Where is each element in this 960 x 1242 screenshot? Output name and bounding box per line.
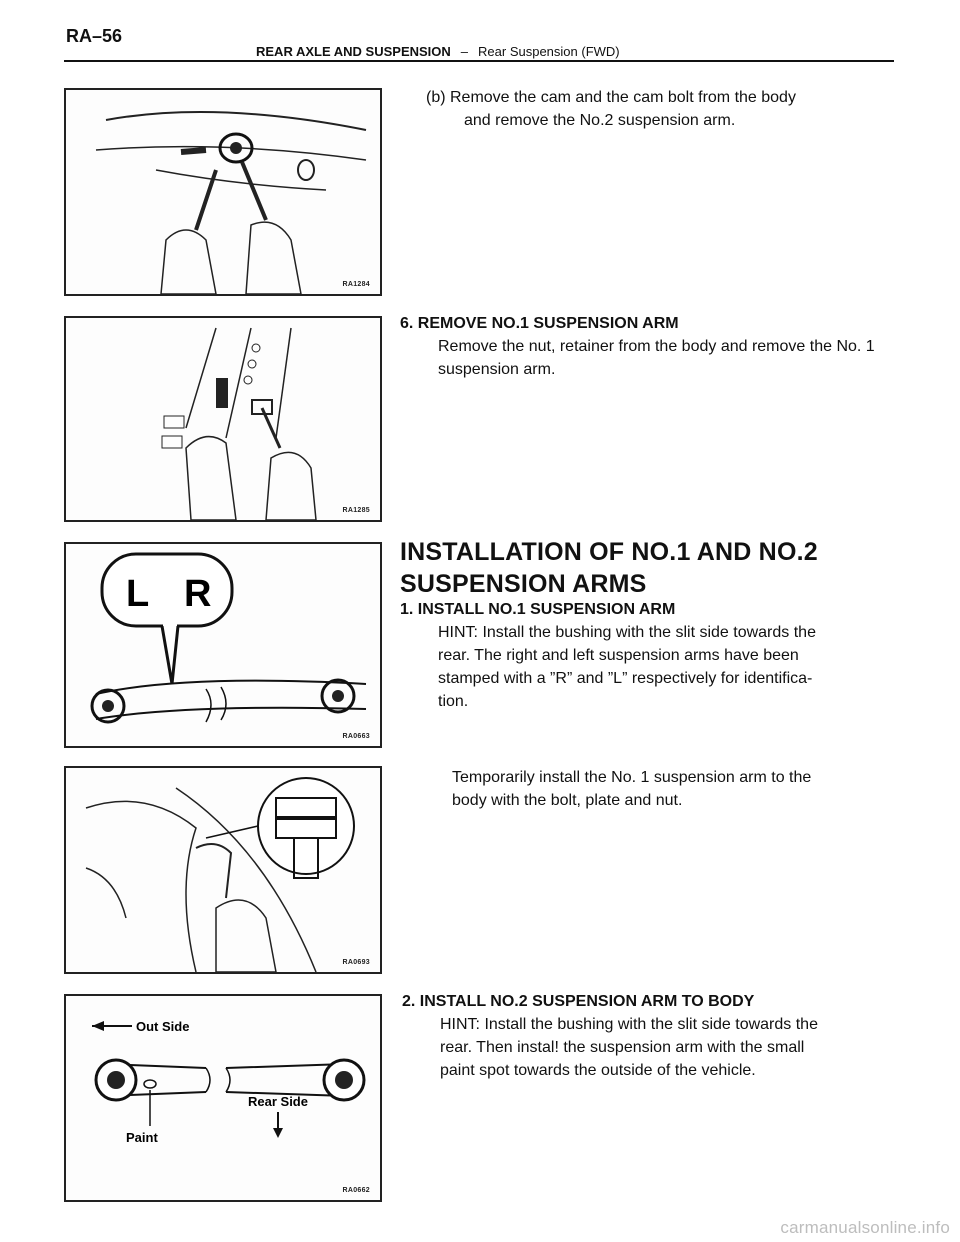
step1-line1: HINT: Install the bushing with the slit side towards the: [438, 624, 816, 641]
stamp-letter-l: L: [126, 573, 150, 615]
watermark: carmanualsonline.info: [780, 1218, 950, 1237]
no2-arm-illustration: [66, 996, 380, 1200]
installation-heading-line1: INSTALLATION OF NO.1 AND NO.2: [400, 538, 818, 566]
step2-line1: HINT: Install the bushing with the slit side towards the: [440, 1016, 818, 1033]
temporary-install-line2: body with the bolt, plate and nut.: [452, 792, 683, 809]
step1-line2: rear. The right and left suspension arms have been: [438, 647, 799, 664]
temporary-install-text: [452, 766, 912, 812]
page-number: RA–56: [66, 26, 123, 46]
step2-text: [402, 990, 922, 1082]
rear-side-label: Rear Side: [248, 1094, 308, 1109]
installation-heading-line2: SUSPENSION ARMS: [400, 570, 647, 598]
out-side-label: Out Side: [136, 1019, 190, 1034]
lr-stamp-illustration: [66, 544, 380, 746]
step1-title: 1. INSTALL NO.1 SUSPENSION ARM: [400, 601, 676, 618]
figure-code: RA1284: [342, 281, 370, 288]
figure-code: RA0662: [342, 1187, 370, 1194]
section-title: REAR AXLE AND SUSPENSION: [256, 44, 451, 59]
step6-text: [400, 312, 930, 381]
step6-line1: Remove the nut, retainer from the body and remove the No. 1: [438, 338, 875, 355]
figure-remove-no1-arm: [64, 316, 382, 522]
remove-b-text: [426, 86, 866, 132]
figure-no2-arm-orientation: [64, 994, 382, 1202]
step1-text: [400, 598, 920, 713]
paint-label: Paint: [126, 1130, 158, 1145]
remove-b-line1: (b) Remove the cam and the cam bolt from the body: [426, 89, 796, 106]
section-header: [256, 44, 620, 59]
figure-code: RA0693: [342, 959, 370, 966]
step6-title: 6. REMOVE NO.1 SUSPENSION ARM: [400, 315, 679, 332]
step1-line3: stamped with a ”R” and ”L” respectively for identifica-: [438, 670, 813, 687]
header-separator: –: [460, 44, 469, 59]
bolt-install-illustration: [66, 768, 380, 972]
header-rule: [64, 60, 894, 62]
figure-code: RA1285: [342, 507, 370, 514]
wrench-illustration-2: [66, 318, 380, 520]
subsection-title: Rear Suspension (FWD): [478, 44, 620, 59]
step2-line3: paint spot towards the outside of the vehicle.: [440, 1062, 756, 1079]
step1-line4: tion.: [438, 693, 469, 710]
temporary-install-line1: Temporarily install the No. 1 suspension arm to the: [452, 769, 812, 786]
step6-line2: suspension arm.: [438, 361, 556, 378]
installation-heading: [400, 536, 818, 600]
figure-temporary-install: [64, 766, 382, 974]
figure-code: RA0663: [342, 733, 370, 740]
step2-title: 2. INSTALL NO.2 SUSPENSION ARM TO BODY: [402, 993, 755, 1010]
step2-line2: rear. Then instal! the suspension arm with the small: [440, 1039, 805, 1056]
remove-b-line2: and remove the No.2 suspension arm.: [464, 112, 736, 129]
figure-lr-stamp: [64, 542, 382, 748]
figure-remove-cam-bolt: [64, 88, 382, 296]
wrench-illustration-1: [66, 90, 380, 294]
stamp-letter-r: R: [184, 573, 212, 615]
